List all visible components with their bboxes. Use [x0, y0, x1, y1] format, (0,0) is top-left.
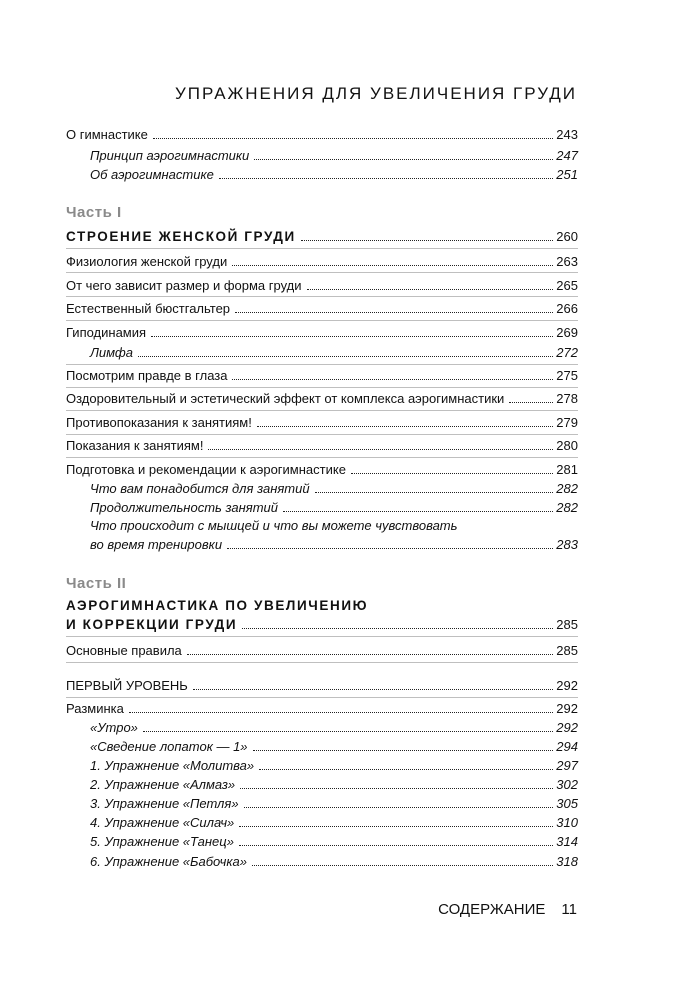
- toc-entry-page: 251: [556, 167, 578, 182]
- toc-entry-page: 292: [556, 720, 578, 735]
- toc-entry-page: 280: [556, 438, 578, 453]
- toc-entry-page: 285: [556, 643, 578, 658]
- dot-leader: [232, 264, 553, 266]
- toc-entry-page: 292: [556, 701, 578, 716]
- toc-entry-page: 297: [556, 758, 578, 773]
- toc-entry-page: 292: [556, 678, 578, 693]
- toc-entry-page: 285: [556, 617, 578, 632]
- toc-section-label: СТРОЕНИЕ ЖЕНСКОЙ ГРУДИ: [66, 229, 296, 244]
- toc-entry-about-aero: [90, 163, 578, 183]
- toc-entry-page: 275: [556, 368, 578, 383]
- dot-leader: [253, 749, 554, 751]
- toc-entry-gymnastics: [66, 123, 578, 143]
- toc-entry: [90, 477, 578, 497]
- toc-entry-label: Подготовка и рекомендации к аэрогимнастике: [66, 462, 346, 477]
- dot-leader: [227, 547, 553, 549]
- toc-entry-label: Продолжительность занятий: [90, 500, 278, 515]
- dot-leader: [239, 844, 553, 846]
- dot-leader: [235, 311, 553, 313]
- toc-entry-label: Разминка: [66, 701, 124, 716]
- toc-entry: [90, 533, 578, 553]
- toc-entry: [66, 458, 578, 478]
- toc-entry-page: 269: [556, 325, 578, 340]
- toc-entry-label: Лимфа: [90, 345, 133, 360]
- part-1-title: Часть I: [66, 204, 122, 221]
- toc-entry-label: Естественный бюстгальтер: [66, 301, 231, 316]
- toc-entry-label: Оздоровительный и эстетический эффект от комплекса аэрогимнастики: [66, 391, 505, 406]
- dot-leader: [259, 768, 553, 770]
- toc-entry-label: Посмотрим правде в глаза: [66, 368, 228, 383]
- toc-entry-page: 283: [556, 537, 578, 552]
- toc-entry-label: Принцип аэрогимнастики: [90, 148, 250, 163]
- toc-entry: [90, 496, 578, 516]
- toc-entry-page: 263: [556, 254, 578, 269]
- toc-entry-label: во время тренировки: [90, 537, 223, 552]
- toc-entry: [66, 274, 578, 294]
- dot-leader: [254, 158, 553, 160]
- dot-leader: [244, 806, 554, 808]
- dot-leader: [219, 177, 553, 179]
- toc-entry-page: 305: [556, 796, 578, 811]
- toc-entry-label: Физиология женской груди: [66, 254, 228, 269]
- page-footer: [438, 901, 577, 918]
- toc-entry: [66, 697, 578, 717]
- dot-leader: [138, 355, 553, 357]
- toc-entry-page: 282: [556, 481, 578, 496]
- toc-entry-label: Об аэрогимнастике: [90, 167, 214, 182]
- toc-entry: [66, 387, 578, 407]
- toc-entry-page: 310: [556, 815, 578, 830]
- toc-entry: [66, 411, 578, 431]
- toc-entry-page: 272: [556, 345, 578, 360]
- toc-entry: [66, 250, 578, 270]
- dot-leader: [208, 448, 553, 450]
- toc-entry-label: 2. Упражнение «Алмаз»: [90, 777, 236, 792]
- dot-leader: [143, 730, 553, 732]
- dot-leader: [193, 688, 553, 690]
- footer-title: СОДЕРЖАНИЕ: [438, 901, 546, 918]
- toc-entry-label: От чего зависит размер и форма груди: [66, 278, 302, 293]
- toc-entry-page: 314: [556, 834, 578, 849]
- toc-entry-label: Гиподинамия: [66, 325, 147, 340]
- divider: [66, 272, 578, 273]
- toc-entry: [90, 716, 578, 736]
- dot-leader: [301, 239, 553, 241]
- toc-entry-label: О гимнастике: [66, 127, 148, 142]
- toc-entry-label-line1: Что происходит с мышцей и что вы можете чувствовать: [90, 518, 458, 533]
- dot-leader: [252, 864, 553, 866]
- toc-entry: [90, 850, 578, 870]
- toc-entry-label: «Сведение лопаток — 1»: [90, 739, 248, 754]
- toc-entry-page: 282: [556, 500, 578, 515]
- dot-leader: [315, 491, 554, 493]
- toc-entry-page: 294: [556, 739, 578, 754]
- toc-section-line1: АЭРОГИМНАСТИКА ПО УВЕЛИЧЕНИЮ: [66, 598, 369, 613]
- toc-entry: [90, 773, 578, 793]
- toc-entry-label: «Утро»: [90, 720, 138, 735]
- toc-entry: [66, 321, 578, 341]
- toc-entry: [90, 735, 578, 755]
- dot-leader: [187, 653, 554, 655]
- dot-leader: [257, 425, 553, 427]
- toc-entry: [66, 639, 578, 659]
- toc-entry: [66, 364, 578, 384]
- toc-entry: [66, 434, 578, 454]
- dot-leader: [351, 472, 553, 474]
- toc-section-label: И КОРРЕКЦИИ ГРУДИ: [66, 617, 238, 632]
- toc-entry-label: Что вам понадобится для занятий: [90, 481, 310, 496]
- toc-entry-label: 1. Упражнение «Молитва»: [90, 758, 255, 773]
- toc-entry-page: 247: [556, 148, 578, 163]
- toc-entry-page: 281: [556, 462, 578, 477]
- toc-entry-label: Основные правила: [66, 643, 182, 658]
- toc-entry-page: 243: [556, 127, 578, 142]
- toc-entry: [90, 830, 578, 850]
- toc-section-aerogym: [66, 613, 578, 633]
- toc-entry-principle: [90, 144, 578, 164]
- dot-leader: [283, 510, 553, 512]
- toc-entry-label: Противопоказания к занятиям!: [66, 415, 252, 430]
- toc-entry: [90, 341, 578, 361]
- dot-leader: [240, 787, 553, 789]
- toc-entry-page: 279: [556, 415, 578, 430]
- dot-leader: [129, 711, 553, 713]
- dot-leader: [242, 627, 553, 629]
- toc-entry: [90, 754, 578, 774]
- divider: [66, 636, 578, 637]
- dot-leader: [153, 137, 553, 139]
- toc-entry-page: 278: [556, 391, 578, 406]
- toc-entry: [66, 674, 578, 694]
- toc-entry: [90, 792, 578, 812]
- toc-entry-page: 265: [556, 278, 578, 293]
- toc-entry: [66, 297, 578, 317]
- toc-entry-page: 266: [556, 301, 578, 316]
- dot-leader: [307, 288, 554, 290]
- toc-entry-label: Показания к занятиям!: [66, 438, 204, 453]
- running-header: УПРАЖНЕНИЯ ДЛЯ УВЕЛИЧЕНИЯ ГРУДИ: [175, 84, 577, 103]
- dot-leader: [232, 378, 553, 380]
- toc-entry-page: 318: [556, 854, 578, 869]
- part-2-title: Часть II: [66, 575, 127, 592]
- toc-entry-label: ПЕРВЫЙ УРОВЕНЬ: [66, 678, 188, 693]
- toc-entry-label: 5. Упражнение «Танец»: [90, 834, 234, 849]
- toc-entry-label: 3. Упражнение «Петля»: [90, 796, 239, 811]
- toc-entry-page: 302: [556, 777, 578, 792]
- divider: [66, 662, 578, 663]
- toc-entry-label: 6. Упражнение «Бабочка»: [90, 854, 247, 869]
- dot-leader: [509, 401, 553, 403]
- page-number: 11: [561, 901, 577, 918]
- dot-leader: [151, 335, 553, 337]
- dot-leader: [239, 825, 553, 827]
- divider: [66, 248, 578, 249]
- toc-entry-label: 4. Упражнение «Силач»: [90, 815, 235, 830]
- toc-entry: [90, 811, 578, 831]
- toc-section-structure: [66, 225, 578, 245]
- toc-entry-page: 260: [556, 229, 578, 244]
